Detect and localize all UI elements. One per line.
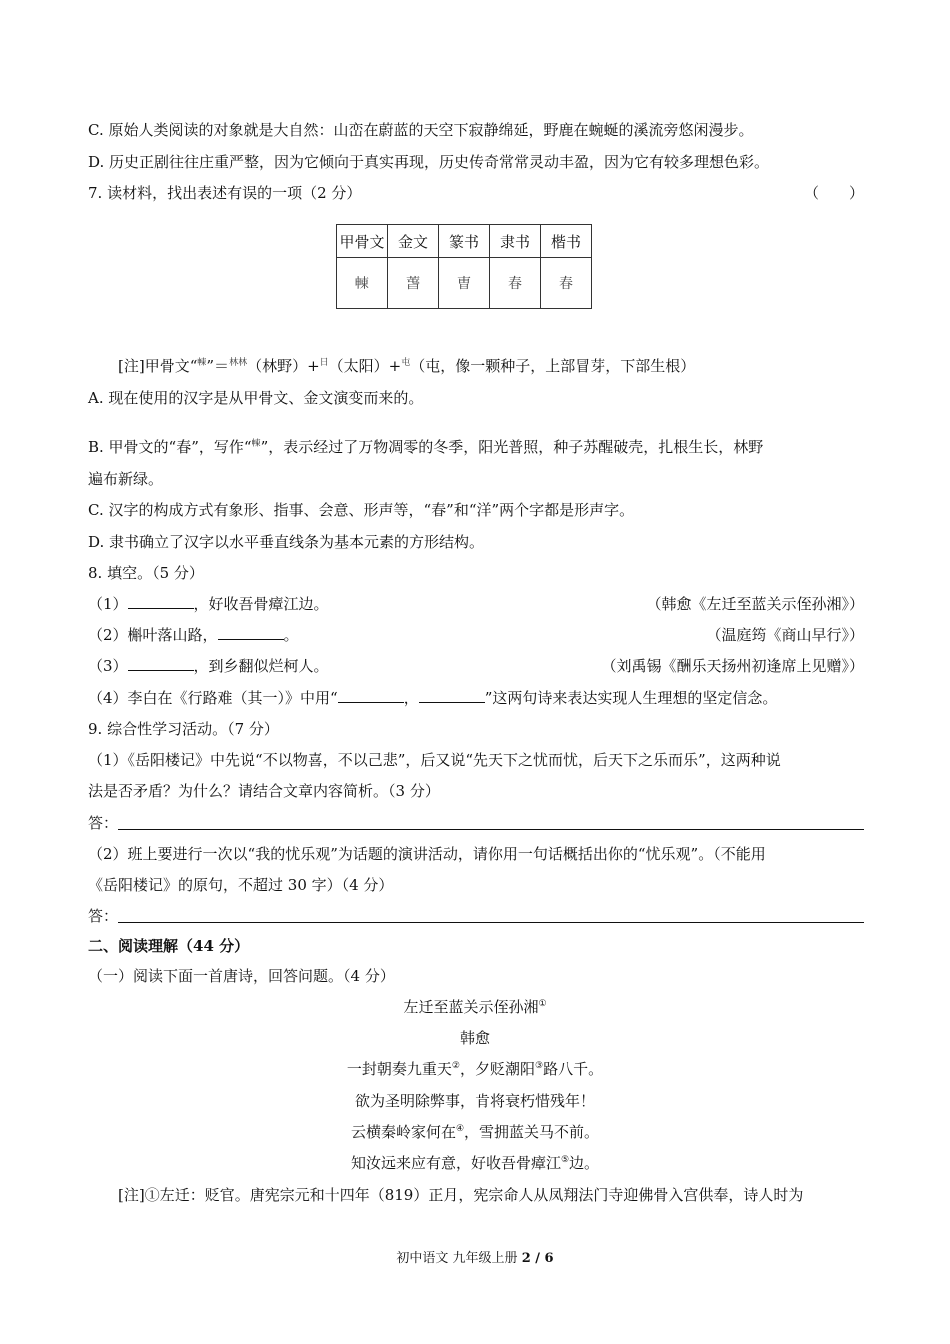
blank-3[interactable] xyxy=(128,656,194,671)
sprout-glyph: 屯 xyxy=(401,358,411,368)
page-number: 2 / 6 xyxy=(521,1251,554,1266)
glyph-seal: 曺 xyxy=(439,258,490,309)
glyph-clerical: 春 xyxy=(490,258,541,309)
oracle-glyph: 𣌾 xyxy=(197,358,207,368)
sun-glyph: 日 xyxy=(319,358,329,368)
q9-part2-line2: 《岳阳楼记》的原句，不超过 30 字）（4 分） xyxy=(88,876,394,894)
header-clerical: 隶书 xyxy=(490,225,541,258)
header-seal: 篆书 xyxy=(439,225,490,258)
script-evolution-table xyxy=(336,224,592,309)
poem-line-4: 知汝远来应有意，好收吾骨瘴江⑤边。 xyxy=(350,1154,600,1172)
table-glyph-row xyxy=(337,258,592,309)
option-b-q7-line1: B. 甲骨文的“春”，写作“𣌾”，表示经过了万物凋零的冬季，阳光普照，种子苏醒破壳，扎根生长，林野 xyxy=(88,434,763,457)
citation-1: （韩愈《左迁至蓝关示侄孙湘》） xyxy=(646,595,864,613)
header-oracle: 甲骨文 xyxy=(337,225,388,258)
citation-2: （温庭筠《商山早行》） xyxy=(706,626,864,644)
note-q7: [注]甲骨文“𣌾”＝林林（林野）+日（太阳）+屯（屯，像一颗种子，上部冒芽，下部生根） xyxy=(118,353,695,376)
poem-author: 韩愈 xyxy=(459,1029,490,1047)
answer-label-1: 答： xyxy=(88,814,119,832)
poem-line-3: 云横秦岭家何在④，雪拥蓝关马不前。 xyxy=(350,1123,600,1141)
poem-line-1: 一封朝奏九重天②，夕贬潮阳③路八千。 xyxy=(346,1060,604,1078)
glyph-oracle: 𣌾 xyxy=(337,258,388,309)
section-2-sub1: （一）阅读下面一首唐诗，回答问题。（4 分） xyxy=(88,967,395,985)
option-b-q7-line2: 遍布新绿。 xyxy=(88,470,164,488)
q9-part2-line1: （2）班上要进行一次以“我的忧乐观”为话题的演讲活动，请你用一句话概括出你的“忧乐观”。（不能用 xyxy=(88,845,766,863)
table-header-row xyxy=(337,225,592,258)
blank-4a[interactable] xyxy=(338,688,404,703)
blank-4b[interactable] xyxy=(419,688,485,703)
citation-3: （刘禹锡《酬乐天扬州初逢席上见赠》） xyxy=(601,657,864,675)
question-9-title: 9. 综合性学习活动。（7 分） xyxy=(88,720,279,738)
q9-part1-line1: （1）《岳阳楼记》中先说“不以物喜，不以己悲”，后又说“先天下之忧而忧，后天下之乐而乐”，这两种说 xyxy=(88,751,781,769)
option-d-q6: D. 历史正剧往往庄重严整，因为它倾向于真实再现，历史传奇常常灵动丰盈，因为它有较多理想色彩。 xyxy=(88,153,770,171)
poem-title: 左迁至蓝关示侄孙湘① xyxy=(403,998,547,1016)
q9-part1-line2: 法是否矛盾？为什么？请结合文章内容简析。（3 分） xyxy=(88,782,440,800)
poem-footnote: [注]①左迁：贬官。唐宪宗元和十四年（819）正月，宪宗命人从凤翔法门寺迎佛骨入宫供奉，诗人时为 xyxy=(118,1186,804,1204)
glyph-bronze: 萅 xyxy=(388,258,439,309)
fill-item-2: （2）槲叶落山路， 。 xyxy=(88,626,299,644)
option-c-q7: C. 汉字的构成方式有象形、指事、会意、形声等，“春”和“洋”两个字都是形声字。 xyxy=(88,501,635,519)
section-2-title: 二、阅读理解（44 分） xyxy=(88,937,250,955)
blank-1[interactable] xyxy=(128,594,194,609)
answer-line-1[interactable] xyxy=(118,829,864,830)
option-c-q6: C. 原始人类阅读的对象就是大自然：山峦在蔚蓝的天空下寂静绵延，野鹿在蜿蜒的溪流旁悠闲漫步。 xyxy=(88,121,754,139)
answer-label-2: 答： xyxy=(88,907,119,925)
forest-glyph: 林林 xyxy=(229,358,248,368)
header-regular: 楷书 xyxy=(541,225,592,258)
fill-item-4: （4）李白在《行路难（其一）》中用“ ， ”这两句诗来表达实现人生理想的坚定信念。 xyxy=(88,689,778,707)
fill-item-3: （3） ，到乡翻似烂柯人。 xyxy=(88,657,329,675)
question-7-title: 7. 读材料，找出表述有误的一项（2 分） xyxy=(88,184,362,202)
answer-paren: （ ） xyxy=(803,184,864,202)
question-8-title: 8. 填空。（5 分） xyxy=(88,564,204,582)
answer-line-2[interactable] xyxy=(118,922,864,923)
poem-line-2: 欲为圣明除弊事，肯将衰朽惜残年！ xyxy=(354,1092,595,1110)
blank-2[interactable] xyxy=(218,625,284,640)
header-bronze: 金文 xyxy=(388,225,439,258)
fill-item-1: （1） ，好收吾骨瘴江边。 xyxy=(88,595,329,613)
option-d-q7: D. 隶书确立了汉字以水平垂直线条为基本元素的方形结构。 xyxy=(88,533,485,551)
option-a-q7: A. 现在使用的汉字是从甲骨文、金文演变而来的。 xyxy=(88,389,424,407)
oracle-glyph: 𣌾 xyxy=(251,439,261,449)
page-footer: 初中语文 九年级上册 2 / 6 xyxy=(396,1251,554,1266)
footnote-marker: ① xyxy=(538,999,547,1009)
glyph-regular: 春 xyxy=(541,258,592,309)
